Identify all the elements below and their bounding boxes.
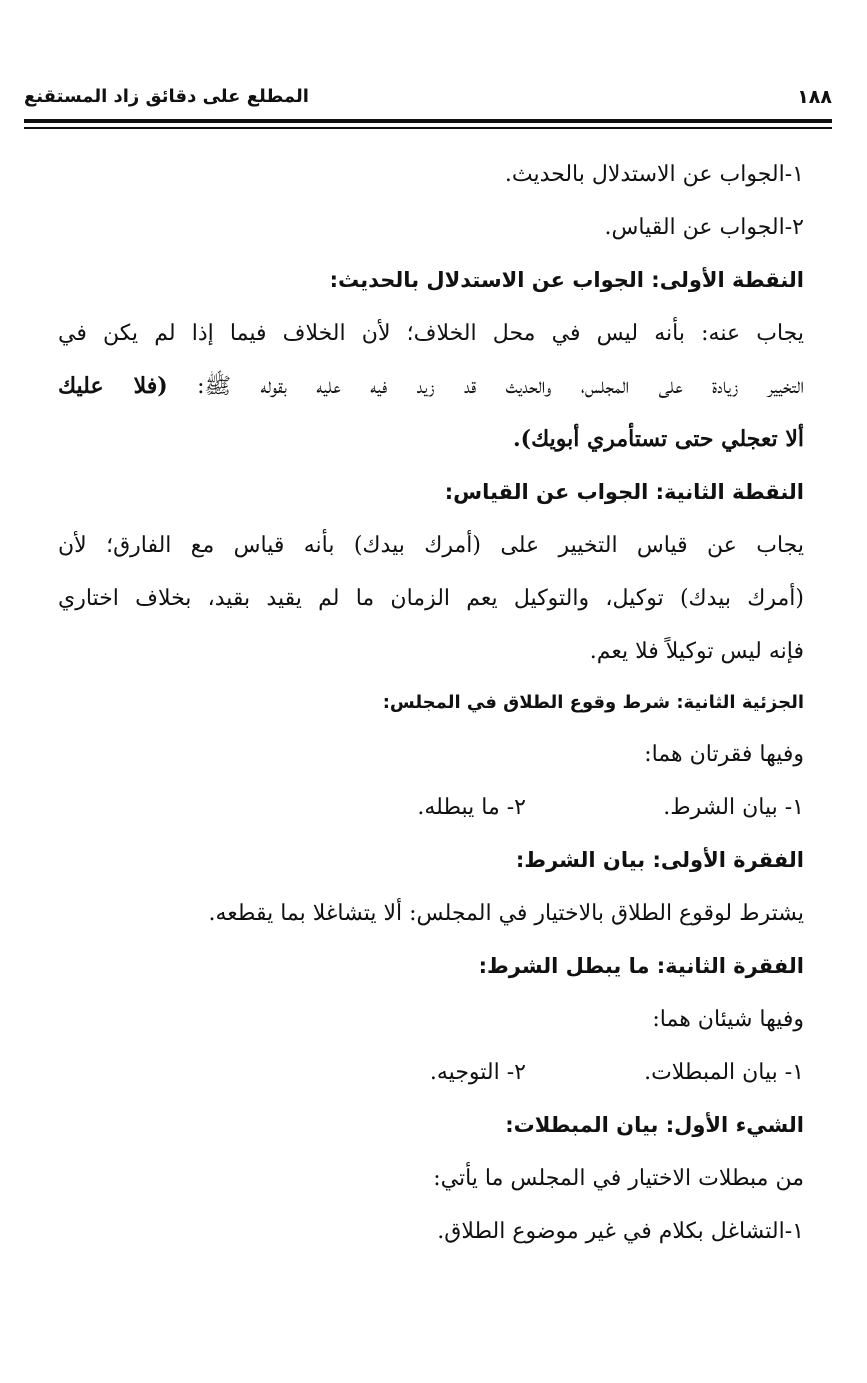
header-rule-thin: [24, 127, 832, 129]
running-title: المطلع على دقائق زاد المستقنع: [24, 86, 309, 107]
section-heading: النقطة الثانية: الجواب عن القياس:: [444, 480, 804, 504]
list-row: [58, 781, 804, 834]
subsection-heading: الجزئية الثانية: شرط وقوع الطلاق في المجلس:: [382, 692, 804, 713]
section-heading: الفقرة الثانية: ما يبطل الشرط:: [478, 954, 804, 978]
list-row: [58, 1046, 804, 1099]
paragraph-line: يشترط لوقوع الطلاق بالاختيار في المجلس: ألا يتشاغلا بما يقطعه.: [208, 901, 804, 926]
list-item: ١-التشاغل بكلام في غير موضوع الطلاق.: [437, 1219, 804, 1244]
list-item: ١- بيان المبطلات.: [644, 1060, 804, 1085]
list-item: ٢- ما يبطله.: [417, 795, 526, 820]
page-body: [58, 148, 804, 1258]
section-heading: الفقرة الأولى: بيان الشرط:: [515, 848, 804, 872]
list-item: ١-الجواب عن الاستدلال بالحديث.: [504, 162, 804, 187]
list-item: ٢-الجواب عن القياس.: [604, 215, 804, 240]
page-number: ١٨٨: [797, 86, 832, 108]
paragraph-line: فإنه ليس توكيلاً فلا يعم.: [589, 639, 804, 664]
section-heading: الشيء الأول: بيان المبطلات:: [505, 1113, 804, 1137]
paragraph-line: وفيها شيئان هما:: [652, 1007, 804, 1032]
hadith-quote: ألا تعجلي حتى تستأمري أبويك).: [513, 426, 804, 452]
list-item: ٢- التوجيه.: [429, 1060, 526, 1085]
paragraph-line: يجاب عن قياس التخيير على (أمرك بيدك) بأنه قياس مع الفارق؛ لأن: [58, 533, 804, 558]
list-item: ١- بيان الشرط.: [663, 795, 804, 820]
paragraph-line: من مبطلات الاختيار في المجلس ما يأتي:: [433, 1166, 804, 1191]
section-heading: النقطة الأولى: الجواب عن الاستدلال بالحديث:: [329, 268, 804, 292]
paragraph-line: (أمرك بيدك) توكيل، والتوكيل يعم الزمان ما لم يقيد بقيد، بخلاف اختاري: [58, 586, 804, 611]
paragraph-line: يجاب عنه: بأنه ليس في محل الخلاف؛ لأن الخلاف فيما إذا لم يكن في: [58, 321, 804, 346]
paragraph-line: [58, 360, 804, 413]
hadith-quote: (فلا عليك: [58, 373, 168, 399]
paragraph-line: وفيها فقرتان هما:: [644, 742, 804, 767]
text-span: التخيير زيادة على المجلس، والحديث قد زيد فيه عليه بقوله ﷺ:: [197, 374, 804, 399]
page-header: [24, 86, 832, 118]
header-rule-thick: [24, 119, 832, 123]
